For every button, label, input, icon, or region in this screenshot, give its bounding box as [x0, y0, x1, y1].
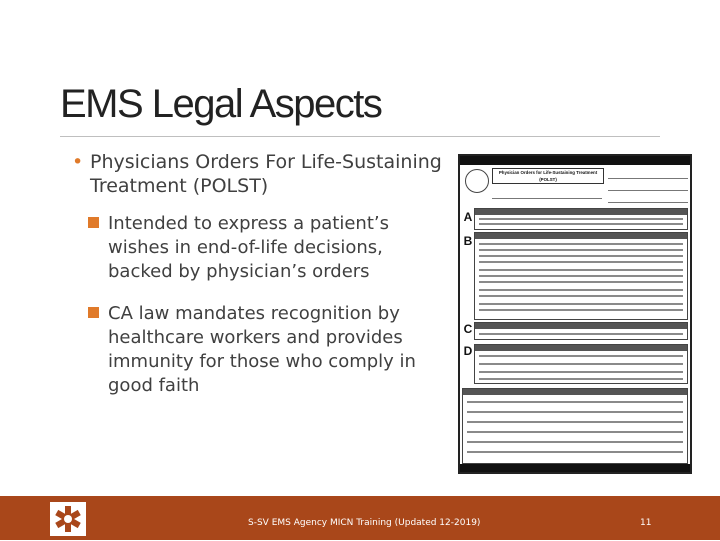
form-line [479, 249, 683, 251]
bullet-polst [72, 150, 442, 198]
state-seal-icon [465, 169, 489, 193]
form-section-b [474, 232, 688, 320]
form-line [479, 309, 683, 311]
form-section-c [474, 322, 688, 340]
bullet-dot-icon: • [72, 151, 84, 173]
form-line [479, 218, 683, 220]
form-line [467, 431, 683, 433]
form-field [608, 170, 688, 179]
form-section-bar [475, 345, 687, 351]
form-section-letter: D [463, 344, 473, 358]
title-divider [60, 136, 660, 137]
form-line [479, 333, 683, 335]
form-line [479, 371, 683, 373]
form-section-bar [475, 323, 687, 329]
form-line [479, 275, 683, 277]
sub-bullet-intent [72, 212, 442, 284]
form-section-bar [463, 389, 687, 395]
form-line [467, 401, 683, 403]
form-field [492, 190, 602, 199]
slide-title: EMS Legal Aspects [60, 82, 382, 126]
form-header-bar [460, 156, 690, 165]
form-line [479, 378, 683, 380]
form-section-a [474, 208, 688, 230]
form-line [479, 281, 683, 283]
square-bullet-icon [88, 307, 99, 318]
form-line [467, 421, 683, 423]
form-section-bar [475, 233, 687, 239]
form-line [479, 261, 683, 263]
star-of-life-icon [50, 502, 86, 536]
ems-agency-logo-icon [50, 502, 86, 536]
form-line [479, 355, 683, 357]
form-section-letter: B [463, 234, 473, 248]
form-line [479, 295, 683, 297]
form-footer-bar [460, 464, 690, 472]
form-section-d [474, 344, 688, 384]
page-number: 11 [640, 518, 652, 528]
form-section-letter: C [463, 322, 473, 336]
form-section-letter: A [463, 210, 473, 224]
form-field [608, 182, 688, 191]
form-line [467, 441, 683, 443]
form-line [479, 243, 683, 245]
polst-form-image [458, 154, 692, 474]
footer-text: S-SV EMS Agency MICN Training (Updated 12-2019) [248, 518, 481, 528]
sub-bullet-ca-law-text: CA law mandates recognition by healthcare workers and provides immunity for those who comply in good faith [108, 303, 416, 396]
form-line [479, 223, 683, 225]
form-line [479, 255, 683, 257]
form-title: Physician Orders for Life-Sustaining Treatment (POLST) [492, 168, 604, 184]
form-line [479, 289, 683, 291]
form-line [479, 269, 683, 271]
form-line [479, 363, 683, 365]
slide-body [72, 150, 442, 416]
form-line [479, 303, 683, 305]
form-section-bar [475, 209, 687, 215]
sub-bullet-intent-text: Intended to express a patient’s wishes in end-of-life decisions, backed by physician’s orders [108, 213, 389, 282]
form-signature-block [462, 388, 688, 464]
sub-bullet-ca-law [72, 302, 442, 398]
form-line [467, 411, 683, 413]
bullet-polst-text: Physicians Orders For Life-Sustaining Treatment (POLST) [90, 151, 442, 197]
square-bullet-icon [88, 217, 99, 228]
form-line [467, 451, 683, 453]
form-field [608, 194, 688, 203]
